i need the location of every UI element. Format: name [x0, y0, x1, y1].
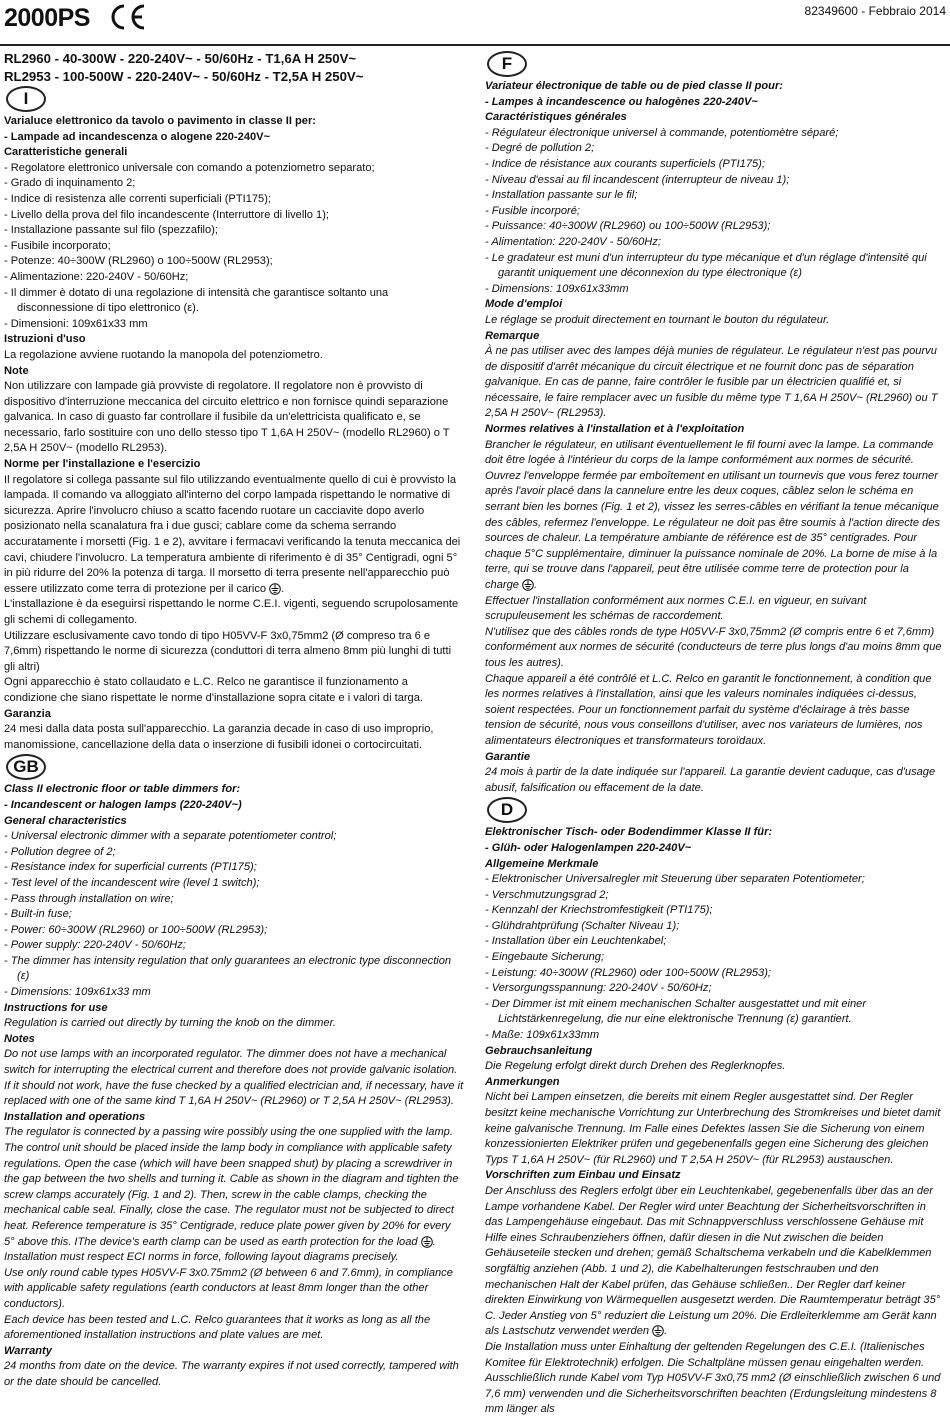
it-usage-text: La regolazione avviene ruotando la manopola del potenziometro. — [4, 348, 323, 361]
document-reference: 82349600 - Febbraio 2014 — [804, 4, 946, 18]
fr-general-item: - Indice de résistance aux courants superficiels (PTI175); — [485, 157, 765, 170]
it-usage-heading: Istruzioni d'uso — [4, 333, 86, 346]
ce-mark-icon — [107, 2, 149, 32]
it-general-item: - Alimentazione: 220-240V - 50/60Hz; — [4, 270, 189, 283]
it-general-item: - Livello della prova del filo incandescente (Interruttore di livello 1); — [4, 208, 329, 221]
gb-general-item: - The dimmer has intensity regulation that only guarantees an electronic type disconnection (ε) — [4, 954, 452, 983]
de-general-item: - Verschmutzungsgrad 2; — [485, 888, 609, 901]
de-subtitle: - Glüh- oder Halogenlampen 220-240V~ — [485, 841, 692, 854]
de-install-text: Die Installation muss unter Einhaltung der geltenden Regelungen des C.E.I. (Italienisches Komitee für Elektrotechnik) erfolgen. Die Schaltpläne müssen genau eingehalten werden. — [485, 1340, 925, 1369]
de-general-item: - Versorgungsspannung: 220-240V - 50/60Hz; — [485, 982, 712, 995]
fr-usage-heading: Mode d'emploi — [485, 298, 563, 311]
fr-subtitle: - Lampes à incandescence ou halogènes 220-240V~ — [485, 95, 758, 108]
gb-install-text: Each device has been tested and L.C. Relco guarantees that it works as long as all the aforementioned installation instructions and plate values are met. — [4, 1313, 431, 1342]
gb-warranty-heading: Warranty — [4, 1344, 52, 1357]
fr-notes-text: À ne pas utiliser avec des lampes déjà munies de régulateur. Le régulateur n'est pas pourvu de dispositif d'arrêt mécanique du circuit électrique et ne fournit donc pas de séparation galvanique. En cas de panne, faire contrôler le fusible par un électricien qualifié et, si nécessaire, le faire remplacer avec un fusible du même type T 1,6A H 250V~ (RL2960) ou T 2,5A H 250V~ (RL2953). — [485, 345, 938, 420]
de-general-item: - Der Dimmer ist mit einem mechanischen Schalter ausgestattet und mit einer Lichtstärkenregelung, die nur eine elektronische Trennung (ε) garantiert. — [485, 997, 867, 1026]
product-spec-2: RL2953 - 100-500W - 220-240V~ - 50/60Hz - T2,5A H 250V~ — [4, 68, 364, 84]
de-general-item: - Maße: 109x61x33mm — [485, 1029, 600, 1042]
gb-general-item: - Universal electronic dimmer with a separate potentiometer control; — [4, 830, 337, 843]
language-badge-gb: GB — [6, 754, 46, 780]
it-install-text: Il regolatore si collega passante sul filo utilizzando eventualmente quello di cui è provvisto la lampada. Il comando va alloggiato all'interno del corpo lampada rispettando le normative di sicurezza. Aprire l'involucro chiuso a scatto facendo ruotare un cacciavite dopo averlo posizionato nella scanalatura fra i due gusci; cablare come da schema serrando accuratamente i morsetti (Fig. 1 e 2), avvitare i fermacavi verificando la tenuta meccanica dei cavi, chiudere l'involucro. La temperatura ambiente di riferimento è di 35° Centigradi, ogni 5° in più ridurre del 20% la potenza di targa. Il morsetto di terra presente nell'apparecchio può essere utilizzato come terra di protezione per il carico — [4, 473, 461, 595]
gb-subtitle: - Incandescent or halogen lamps (220-240V~) — [4, 798, 242, 811]
de-install-text: Ausschließlich runde Kabel vom Typ H05VV-F 3x0,75 mm2 (Ø einschließlich zwischen 6 und 7,6 mm) verwenden und die Sicherheitsvorschriften beachten (Erdungsleitung mindestens 8 mm länger als — [485, 1372, 941, 1416]
fr-warranty-heading: Garantie — [485, 750, 531, 763]
earth-ground-icon — [522, 579, 534, 591]
it-install-heading: Norme per l'installazione e l'esercizio — [4, 458, 201, 471]
fr-general-item: - Alimentation: 220-240V - 50/60Hz; — [485, 235, 661, 248]
gb-general-item: - Built-in fuse; — [4, 908, 72, 921]
it-warranty-text: 24 mesi dalla data posta sull'apparecchio. La garanzia decade in caso di uso improprio, manomissione, cancellazione della data o inserzione di fusibili idonei o cortocircuitati. — [4, 723, 434, 751]
it-general-item: - Il dimmer è dotato di una regolazione di intensità che garantisce soltanto una disconnessione di tipo elettronico (ε). — [4, 286, 389, 315]
de-general-heading: Allgemeine Merkmale — [485, 857, 599, 870]
fr-general-item: - Installation passante sur le fil; — [485, 189, 638, 202]
fr-install-paragraph: Brancher le régulateur, en utilisant éventuellement le fil fourni avec la lampe. La commande doit être logée à l'intérieur du corps de la lampe conformément aux normes de sécurité. Ouvrez l'enveloppe fermée par emboîtement en utilisant un tournevis que vous ferez tourner après l'avoir placé dans la cannelure entre les deux coques, câblez selon le schéma en serrant bien les bornes (Fig. 1 et 2), vissez les serres-câbles en vérifiant la tenue mécanique des câbles, refermez l'enveloppe. Le régulateur ne doit pas être soumis à l'action directe des sources de chaleur. La température ambiante de référence est de 35° centigrades. Pour chaque 5°C supplémentaire, diminuer la puissance nominale de 20%. La borne de mise à la terre, qui se trouve dans l'appareil, peut être utilisée comme terre de protection pour la charge . — [485, 438, 941, 591]
it-warranty-heading: Garanzia — [4, 707, 51, 720]
gb-install-text: Use only round cable types H05VV-F 3x0.75mm2 (Ø between 6 and 7.6mm), in compliance with applicable safety regulations (earth conductors at least 8mm longer than the other conductors). — [4, 1266, 453, 1310]
de-notes-heading: Anmerkungen — [485, 1075, 560, 1088]
left-column — [4, 50, 464, 1391]
fr-general-item: - Degré de pollution 2; — [485, 142, 595, 155]
earth-ground-icon — [269, 583, 281, 595]
fr-usage-text: Le réglage se produit directement en tournant le bouton du régulateur. — [485, 313, 830, 326]
de-general-item: - Eingebaute Sicherung; — [485, 951, 605, 964]
fr-general-item: - Le gradateur est muni d'un interrupteur du type mécanique et d'un réglage d'intensité qui garantit uniquement une déconnexion du type électronique (ε) — [485, 251, 927, 280]
page-header — [0, 0, 950, 46]
fr-title: Variateur électronique de table ou de pied classe II pour: — [485, 80, 783, 92]
product-spec-1: RL2960 - 40-300W - 220-240V~ - 50/60Hz - T1,6A H 250V~ — [4, 51, 357, 66]
fr-general-heading: Caractéristiques générales — [485, 111, 627, 124]
fr-install-text: Effectuer l'installation conformément aux normes C.E.I. en vigueur, en suivant scrupuleusement les schémas de raccordement. — [485, 594, 867, 623]
fr-general-item: - Fusible incorporé; — [485, 204, 580, 217]
it-install-paragraph: Il regolatore si collega passante sul filo utilizzando eventualmente quello di cui è provvisto la lampada. Il comando va alloggiato all'interno del corpo lampada rispettando le normative di sicurezza. Aprire l'involucro chiuso a scatto facendo ruotare un cacciavite dopo averlo posizionato nella scanalatura fra i due gusci; cablare come da schema serrando accuratamente i morsetti (Fig. 1 e 2), avvitare i fermacavi verificando la tenuta meccanica dei cavi, chiudere l'involucro. La temperatura ambiente di riferimento è di 35° Centigradi, ogni 5° in più ridurre del 20% la potenza di targa. Il morsetto di terra presente nell'apparecchio può essere utilizzato come terra di protezione per il carico . — [4, 473, 461, 595]
earth-ground-icon — [421, 1236, 433, 1248]
de-usage-text: Die Regelung erfolgt direkt durch Drehen des Reglerknopfes. — [485, 1060, 786, 1073]
de-general-item: - Elektronischer Universalregler mit Steuerung über separaten Potentiometer; — [485, 873, 865, 886]
model-title: 2000PS — [4, 4, 90, 32]
it-subtitle: - Lampade ad incandescenza o alogene 220-240V~ — [4, 130, 271, 143]
gb-general-item: - Dimensions: 109x61x33 mm — [4, 986, 151, 999]
de-notes-text: Nicht bei Lampen einsetzen, die bereits mit einem Regler ausgestattet sind. Der Regler besitzt keine mechanische Vorrichtung zur Unterbrechung des Stromkreises und bietet damit keine galvanische Trennung. Im Falle eines Defektes lassen Sie die Sicherung von einem konzessionierten Elektriker prüfen und gegebenenfalls gegen eine Sicherung des gleichen Typs T 1,6A H 250V~ (für RL2960) und T 2,5A H 250V~ (für RL2953) austauschen. — [485, 1091, 941, 1166]
gb-general-item: - Pollution degree of 2; — [4, 845, 116, 858]
gb-general-item: - Power: 60÷300W (RL2960) or 100÷500W (RL2953); — [4, 923, 268, 936]
earth-ground-icon — [652, 1325, 664, 1337]
de-general-item: - Glühdrahtprüfung (Schalter Niveau 1); — [485, 919, 680, 932]
it-title: Varialuce elettronico da tavolo o pavimento in classe II per: — [4, 115, 316, 127]
de-general-item: - Kennzahl der Kriechstromfestigkeit (PTI175); — [485, 904, 713, 917]
it-general-item: - Fusibile incorporato; — [4, 239, 111, 252]
right-column — [485, 50, 945, 1418]
it-general-item: - Potenze: 40÷300W (RL2960) o 100÷500W (RL2953); — [4, 255, 273, 268]
fr-general-item: - Niveau d'essai au fil incandescent (interrupteur de niveau 1); — [485, 173, 790, 186]
fr-general-item: - Puissance: 40÷300W (RL2960) ou 100÷500W (RL2953); — [485, 220, 771, 233]
de-install-paragraph: Der Anschluss des Reglers erfolgt über ein Leuchtenkabel, gegebenenfalls über das an der Lampe vorhandene Kabel. Der Regler wird unter Beachtung der Sicherheitsvorschriften in das Lampengehäuse eingebaut. Das mit Schnappverschluss verschlossene Gehäuse mit Hilfe eines Schraubenziehers öffnen, dafür diesen in die Nut zwischen die beiden Gehäuseteile stecken und drehen; gemäß Schaltschema verkabeln und die Kabelklemmen sorgfältig anziehen (Abb. 1 und 2), die Kabelhalterungen festschrauben und den mechanischen Halt der Kabel prüfen, das Gehäuse schließen.. Der Regler darf keiner direkten Einwirkung von Wärmequellen ausgesetzt werden. Die Raumtemperatur beträgt 35° C. Jeder Anstieg von 5° reduziert die Leistung um 20%. Die Erdleiterklemme am Gerät kann als Lastschutz verwendet werden . — [485, 1184, 941, 1338]
de-general-item: - Leistung: 40÷300W (RL2960) oder 100÷500W (RL2953); — [485, 966, 771, 979]
it-general-item: - Dimensioni: 109x61x33 mm — [4, 317, 148, 330]
gb-install-text: The regulator is connected by a passing wire possibly using the one supplied with the lamp. The control unit should be placed inside the lamp body in compliance with applicable safety regulations. Open the case (which will have been snapped shut) by placing a screwdriver in the gap between the two shells and turning it. Cable as shown in the diagram and tighten the screw clamps accurately (Fig. 1 and 2). Then, screw in the cable clamps, checking the mechanical cable seal. Finally, close the case. The regulator must not be subjected to direct heat. Reference temperature is 35° Centigrade, reduce plate power given by 20% for every 5° above this. IThe device's earth clamp can be used as earth protection for the load — [4, 1126, 459, 1248]
it-install-text: L'installazione è da eseguirsi rispettando le norme C.E.I. vigenti, seguendo scrupolosamente gli schemi di collegamento. — [4, 598, 459, 626]
fr-install-text: N'utilisez que des câbles ronds de type H05VV-F 3x0,75mm2 (Ø compris entre 6 et 7,6mm) conformément aux normes de sécurité (conducteurs de terre plus longs d'au moins 8mm que tous les autres). — [485, 625, 942, 669]
de-general-item: - Installation über ein Leuchtenkabel; — [485, 935, 667, 948]
fr-notes-heading: Remarque — [485, 329, 540, 342]
gb-notes-heading: Notes — [4, 1032, 35, 1045]
gb-usage-text: Regulation is carried out directly by turning the knob on the dimmer. — [4, 1017, 336, 1030]
gb-general-heading: General characteristics — [4, 814, 127, 827]
it-notes-heading: Note — [4, 364, 29, 377]
gb-general-item: - Test level of the incandescent wire (level 1 switch); — [4, 876, 260, 889]
de-install-text: Der Anschluss des Reglers erfolgt über ein Leuchtenkabel, gegebenenfalls über das an der Lampe vorhandene Kabel. Der Regler wird unter Beachtung der Sicherheitsvorschriften in das Lampengehäuse eingebaut. Das mit Schnappverschluss verschlossene Gehäuse mit Hilfe eines Schraubenziehers öffnen, dafür diesen in die Nut zwischen die beiden Gehäuseteile stecken und drehen; gemäß Schaltschema verkabeln und die Kabelklemmen sorgfältig anziehen (Abb. 1 und 2), die Kabelhalterungen festschrauben und den mechanischen Halt der Kabel prüfen, das Gehäuse schließen.. Der Regler darf keiner direkten Einwirkung von Wärmequellen ausgesetzt werden. Die Raumtemperatur beträgt 35° C. Jeder Anstieg von 5° reduziert die Leistung um 20%. Die Erdleiterklemme am Gerät kann als Lastschutz verwendet werden — [485, 1184, 941, 1338]
de-install-heading: Vorschriften zum Einbau und Einsatz — [485, 1169, 681, 1182]
fr-install-text: Brancher le régulateur, en utilisant éventuellement le fil fourni avec la lampe. La commande doit être logée à l'intérieur du corps de la lampe conformément aux normes de sécurité. Ouvrez l'enveloppe fermée par emboîtement en utilisant un tournevis que vous ferez tourner après l'avoir placé dans la cannelure entre les deux coques, câblez selon le schéma en serrant bien les bornes (Fig. 1 et 2), vissez les serres-câbles en vérifiant la tenue mécanique des câbles, refermez l'enveloppe. Le régulateur ne doit pas être soumis à l'action directe des sources de chaleur. La température ambiante de référence est de 35° centigrades. Pour chaque 5°C supplémentaire, diminuer la puissance nominale de 20%. La borne de mise à la terre, qui se trouve dans l'appareil, peut être utilisée comme terre de protection pour la charge — [485, 438, 941, 591]
fr-general-item: - Régulateur électronique universel à commande, potentiomètre séparé; — [485, 126, 839, 139]
it-general-item: - Installazione passante sul filo (spezzafilo); — [4, 224, 218, 237]
gb-title: Class II electronic floor or table dimmers for: — [4, 783, 241, 796]
gb-general-item: - Resistance index for superficial currents (PTI175); — [4, 861, 257, 874]
fr-general-item: - Dimensions: 109x61x33mm — [485, 282, 629, 295]
language-badge-it: I — [6, 86, 46, 112]
gb-install-paragraph: The regulator is connected by a passing wire possibly using the one supplied with the lamp. The control unit should be placed inside the lamp body in compliance with applicable safety regulations. Open the case (which will have been snapped shut) by placing a screwdriver in the gap between the two shells and turning it. Cable as shown in the diagram and tighten the screw clamps accurately (Fig. 1 and 2). Then, screw in the cable clamps, checking the mechanical cable seal. Finally, close the case. The regulator must not be subjected to direct heat. Reference temperature is 35° Centigrade, reduce plate power given by 20% for every 5° above this. IThe device's earth clamp can be used as earth protection for the load . — [4, 1126, 459, 1248]
it-install-text: Utilizzare esclusivamente cavo tondo di tipo H05VV-F 3x0,75mm2 (Ø compreso tra 6 e 7,6mm) rispettando le norme di sicurezza (conduttori di terra almeno 8mm più lunghi di tutti gli altri) — [4, 629, 452, 673]
it-install-text: Ogni apparecchio è stato collaudato e L.C. Relco ne garantisce il funzionamento a condizione che siano rispettate le norme d'installazione sopra citate e i valori di targa. — [4, 676, 423, 704]
gb-install-text: Installation must respect ECI norms in force, following layout diagrams precisely. — [4, 1251, 399, 1264]
it-general-heading: Caratteristiche generali — [4, 146, 128, 159]
it-general-item: - Indice di resistenza alle correnti superficiali (PTI175); — [4, 192, 271, 205]
fr-install-heading: Normes relatives à l'installation et à l'exploitation — [485, 423, 745, 436]
gb-general-item: - Power supply: 220-240V - 50/60Hz; — [4, 939, 186, 952]
gb-usage-heading: Instructions for use — [4, 1001, 108, 1014]
it-general-item: - Grado di inquinamento 2; — [4, 177, 136, 190]
it-general-item: - Regolatore elettronico universale con comando a potenziometro separato; — [4, 161, 375, 174]
de-usage-heading: Gebrauchsanleitung — [485, 1044, 593, 1057]
fr-install-text: Chaque appareil a été contrôlé et L.C. Relco en garantit le fonctionnement, à condition que les normes relatives à l'installation, ainsi que les valeurs nominales indiquées ci-dessus, soient respectées. Pour un fonctionnement parfait du système d'éclairage à très basse tension de sécurité, nous vous conseillons d'utiliser, avec nos variateurs de lumières, nos alimentateurs électroniques et transformateurs toroïdaux. — [485, 672, 932, 747]
fr-warranty-text: 24 mois à partir de la date indiquée sur l'appareil. La garantie devient caduque, cas d'usage abusif, falsification ou effacement de la date. — [485, 766, 936, 794]
gb-general-item: - Pass through installation on wire; — [4, 892, 174, 905]
gb-install-heading: Installation and operations — [4, 1110, 146, 1123]
gb-notes-text: Do not use lamps with an incorporated regulator. The dimmer does not have a mechanical switch for interrupting the electrical current and therefore does not provide galvanic isolation. If it should not work, have the fuse checked by a qualified electrician and, if necessary, have it replaced with one of the same kind T 1,6A H 250V~ (RL2960) or T 2,5A H 250V~ (RL2953). — [4, 1048, 464, 1108]
language-badge-de: D — [487, 797, 527, 823]
gb-warranty-text: 24 months from date on the device. The warranty expires if not used correctly, tampered with or the date should be cancelled. — [4, 1360, 459, 1388]
language-badge-fr: F — [487, 51, 527, 77]
it-notes-text: Non utilizzare con lampade già provviste di regolatore. Il regolatore non è provvisto di dispositivo d'interruzione meccanica del circuito elettrico e non fornisce quindi separazione galvanica. In caso di guasto far controllare il fusibile da un'elettricista qualificato e, se necessario, farlo sostituire con uno dello stesso tipo T 1,6A H 250V~ (modello RL2960) o T 2,5A H 250V~ (modello RL2953). — [4, 380, 450, 455]
de-title: Elektronischer Tisch- oder Bodendimmer Klasse II für: — [485, 826, 773, 839]
